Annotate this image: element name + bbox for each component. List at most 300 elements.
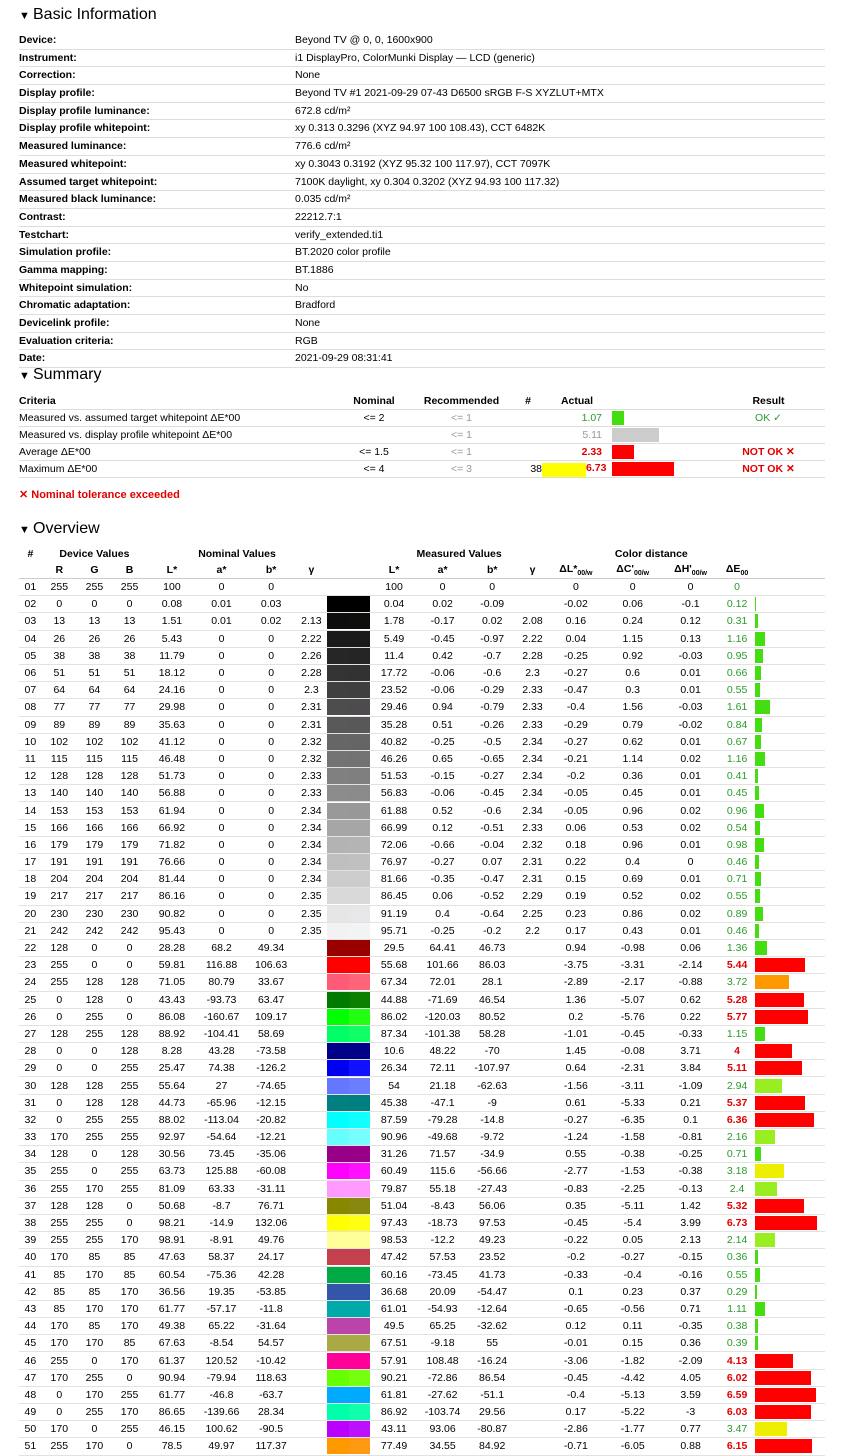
overview-cell: 0.92 [604, 647, 662, 664]
info-row [19, 120, 825, 138]
overview-cell: 32 [19, 1111, 42, 1128]
overview-cell: 0 [197, 854, 247, 871]
overview-cell: 1.36 [720, 939, 755, 956]
overview-cell: -90.5 [246, 1421, 296, 1438]
overview-cell: -54.64 [197, 1129, 247, 1146]
overview-cell: 0.98 [720, 836, 755, 853]
overview-row [19, 905, 825, 922]
color-swatch [327, 1163, 370, 1179]
color-swatch-cell [327, 768, 370, 785]
overview-cell: 92.97 [147, 1129, 197, 1146]
info-row [19, 174, 825, 192]
summary-count [514, 461, 542, 478]
overview-cell: 255 [77, 1111, 112, 1128]
overview-cell: 0 [246, 630, 296, 647]
overview-cell: 23 [19, 957, 42, 974]
summary-header: # [514, 393, 542, 410]
overview-cell: 108.48 [418, 1352, 468, 1369]
overview-cell: -0.97 [467, 630, 517, 647]
color-swatch-cell [327, 991, 370, 1008]
overview-cell: 179 [112, 836, 147, 853]
overview-group-header: Nominal Values [198, 548, 276, 560]
overview-row [19, 1214, 825, 1231]
overview-cell [517, 1318, 548, 1335]
overview-cell: 0.05 [604, 1232, 662, 1249]
overview-row [19, 991, 825, 1008]
overview-row [19, 733, 825, 750]
overview-cell: -12.21 [246, 1129, 296, 1146]
overview-cell: 14 [19, 802, 42, 819]
overview-cell: -1.09 [662, 1077, 720, 1094]
overview-cell: 66.92 [147, 819, 197, 836]
color-swatch-cell [327, 630, 370, 647]
overview-row [19, 682, 825, 699]
section-title-basic[interactable] [19, 6, 157, 24]
overview-cell: 0 [197, 768, 247, 785]
info-value: 7100K daylight, xy 0.304 0.3202 (XYZ 94.93 100 117.32) [295, 175, 560, 188]
info-value: RGB [295, 334, 318, 347]
overview-cell: 45.38 [370, 1094, 418, 1111]
color-swatch-cell [327, 939, 370, 956]
summary-header: Actual [542, 393, 612, 410]
delta-e-bar-cell [755, 596, 825, 613]
summary-bar [612, 411, 624, 425]
overview-cell: 0.01 [662, 871, 720, 888]
overview-cell: 0.24 [604, 613, 662, 630]
overview-cell: 0.12 [418, 819, 468, 836]
overview-cell: -0.06 [418, 664, 468, 681]
overview-cell: 0.52 [418, 802, 468, 819]
overview-cell: 0.4 [604, 854, 662, 871]
info-row [19, 244, 825, 262]
overview-group-header: Color distance [614, 548, 688, 560]
overview-cell: 0.07 [467, 854, 517, 871]
overview-cell: 36 [19, 1180, 42, 1197]
overview-cell: -2.25 [604, 1180, 662, 1197]
overview-cell: 80.79 [197, 974, 247, 991]
overview-cell: -0.65 [467, 750, 517, 767]
overview-cell [296, 1352, 327, 1369]
summary-result: NOT OK ✕ [712, 461, 825, 478]
overview-cell [296, 1404, 327, 1421]
overview-cell: 0.38 [720, 1318, 755, 1335]
overview-cell: 74.38 [197, 1060, 247, 1077]
overview-cell: 0.02 [246, 613, 296, 630]
overview-cell: -57.17 [197, 1300, 247, 1317]
overview-cell: 255 [77, 1232, 112, 1249]
info-key: Display profile luminance: [19, 104, 150, 117]
color-swatch-cell [327, 888, 370, 905]
overview-cell: -0.98 [604, 939, 662, 956]
overview-cell [517, 1180, 548, 1197]
overview-cell: -8.91 [197, 1232, 247, 1249]
color-swatch [327, 579, 370, 595]
overview-row [19, 854, 825, 871]
overview-cell: -0.29 [467, 682, 517, 699]
overview-cell: 0 [197, 836, 247, 853]
overview-cell: 01 [19, 579, 42, 596]
measured-swatch [349, 923, 371, 939]
overview-cell: 0.62 [662, 991, 720, 1008]
delta-e-bar-cell [755, 1146, 825, 1163]
overview-cell: 97.53 [467, 1214, 517, 1231]
overview-row [19, 1146, 825, 1163]
info-row [19, 32, 825, 50]
section-title-text: Overview [33, 520, 100, 537]
info-key: Gamma mapping: [19, 263, 108, 276]
overview-cell: 39 [19, 1232, 42, 1249]
overview-cell: 170 [77, 1438, 112, 1455]
delta-e-bar [755, 889, 760, 903]
overview-cell: -6.05 [604, 1438, 662, 1455]
overview-cell: -0.64 [467, 905, 517, 922]
info-row [19, 315, 825, 333]
delta-e-bar [755, 735, 761, 749]
overview-cell: 63.73 [147, 1163, 197, 1180]
overview-cell: 60.54 [147, 1266, 197, 1283]
overview-cell: 0.02 [662, 888, 720, 905]
overview-cell: 0.42 [418, 647, 468, 664]
info-key: Whitepoint simulation: [19, 281, 133, 294]
overview-cell: -0.45 [467, 785, 517, 802]
overview-cell: 44.88 [370, 991, 418, 1008]
overview-cell: 0 [197, 802, 247, 819]
nominal-swatch [327, 1318, 349, 1334]
overview-cell: 0.31 [720, 613, 755, 630]
color-swatch [327, 940, 370, 956]
overview-cell: 33 [19, 1129, 42, 1146]
overview-cell: 38 [77, 647, 112, 664]
delta-e-bar-cell [755, 1300, 825, 1317]
overview-cell: 166 [77, 819, 112, 836]
overview-cell: 0 [720, 579, 755, 596]
overview-cell: 0 [112, 1197, 147, 1214]
summary-header: Nominal [339, 393, 409, 410]
overview-cell: 72.01 [418, 974, 468, 991]
nominal-swatch [327, 871, 349, 887]
overview-cell: 44.73 [147, 1094, 197, 1111]
overview-cell: 0.17 [548, 1404, 604, 1421]
summary-result: OK ✓ [712, 410, 825, 427]
overview-cell [517, 1369, 548, 1386]
overview-cell: 0.36 [720, 1249, 755, 1266]
color-swatch [327, 1232, 370, 1248]
summary-criteria: Maximum ΔE*00 [19, 461, 339, 478]
overview-cell: 0.17 [548, 922, 604, 939]
overview-cell: 76.66 [147, 854, 197, 871]
overview-cell: 49.97 [197, 1438, 247, 1455]
color-swatch-cell [327, 1369, 370, 1386]
overview-cell: -0.09 [467, 596, 517, 613]
overview-cell: 27 [197, 1077, 247, 1094]
overview-cell: 153 [77, 802, 112, 819]
overview-cell: -0.05 [548, 802, 604, 819]
overview-cell: 2.4 [720, 1180, 755, 1197]
overview-cell: -5.76 [604, 1008, 662, 1025]
measured-swatch [349, 871, 371, 887]
overview-cell: 49.76 [246, 1232, 296, 1249]
overview-cell: -0.25 [662, 1146, 720, 1163]
info-value: xy 0.3043 0.3192 (XYZ 95.32 100 117.97), CCT 7097K [295, 157, 551, 170]
summary-recommended: <= 3 [409, 461, 514, 478]
overview-cell: 3.72 [720, 974, 755, 991]
overview-cell: -2.09 [662, 1352, 720, 1369]
color-swatch-cell [327, 905, 370, 922]
overview-cell: -0.5 [467, 733, 517, 750]
overview-cell: -0.81 [662, 1129, 720, 1146]
overview-cell: 89 [42, 716, 77, 733]
overview-cell: 98.21 [147, 1214, 197, 1231]
overview-cell: 58.69 [246, 1025, 296, 1042]
measured-swatch [349, 1335, 371, 1351]
overview-cell: -113.04 [197, 1111, 247, 1128]
overview-row [19, 1318, 825, 1335]
overview-cell: 38 [42, 647, 77, 664]
subscript: 00 [740, 570, 749, 578]
overview-cell: 0.06 [662, 939, 720, 956]
measured-swatch [349, 992, 371, 1008]
info-value: No [295, 281, 309, 294]
info-row [19, 103, 825, 121]
color-swatch-cell [327, 1197, 370, 1214]
overview-cell: 0.12 [548, 1318, 604, 1335]
overview-cell: 0.71 [662, 1300, 720, 1317]
overview-cell: -1.77 [604, 1421, 662, 1438]
delta-e-bar-cell [755, 1283, 825, 1300]
info-key: Device: [19, 34, 57, 46]
overview-cell: 0.22 [548, 854, 604, 871]
overview-row [19, 596, 825, 613]
overview-cell: 27 [19, 1025, 42, 1042]
overview-cell: 0.6 [604, 664, 662, 681]
overview-cell: -73.45 [418, 1266, 468, 1283]
overview-cell [517, 1232, 548, 1249]
info-row [19, 280, 825, 298]
overview-cell: 0.64 [548, 1060, 604, 1077]
overview-cell: 0 [197, 905, 247, 922]
overview-cell: -126.2 [246, 1060, 296, 1077]
color-swatch-cell [327, 1060, 370, 1077]
overview-cell: 1.14 [604, 750, 662, 767]
overview-row [19, 1060, 825, 1077]
overview-cell: -0.83 [548, 1180, 604, 1197]
measured-swatch [349, 1284, 371, 1300]
overview-cell: 204 [77, 871, 112, 888]
overview-cell: -107.97 [467, 1060, 517, 1077]
overview-cell: 17.72 [370, 664, 418, 681]
section-title-overview[interactable] [19, 520, 100, 538]
overview-cell: 0 [112, 1008, 147, 1025]
section-title-summary[interactable] [19, 366, 101, 384]
overview-cell: -0.45 [604, 1025, 662, 1042]
overview-cell: 0.86 [604, 905, 662, 922]
overview-cell: -27.43 [467, 1180, 517, 1197]
overview-cell: 0.3 [604, 682, 662, 699]
summary-table [19, 393, 825, 478]
color-swatch-cell [327, 1077, 370, 1094]
color-swatch [327, 1335, 370, 1351]
overview-cell: 57.53 [418, 1249, 468, 1266]
color-swatch-cell [327, 1386, 370, 1403]
overview-cell: 1.51 [147, 613, 197, 630]
overview-cell: 0 [246, 699, 296, 716]
overview-cell: 115 [112, 750, 147, 767]
overview-cell: 0 [197, 750, 247, 767]
overview-cell: 0 [197, 819, 247, 836]
overview-cell: 0.02 [467, 613, 517, 630]
collapse-triangle-icon[interactable]: ▼ [19, 524, 30, 536]
overview-cell: 0 [112, 939, 147, 956]
summary-actual-value: 6.73 [586, 461, 607, 474]
delta-e-bar-cell [755, 1438, 825, 1455]
overview-cell: -79.94 [197, 1369, 247, 1386]
info-row [19, 209, 825, 227]
summary-row [19, 461, 825, 478]
info-key: Chromatic adaptation: [19, 299, 131, 312]
overview-cell: 25 [19, 991, 42, 1008]
overview-cell: 57.91 [370, 1352, 418, 1369]
overview-cell: -63.7 [246, 1386, 296, 1403]
nominal-swatch [327, 699, 349, 715]
overview-cell: 128 [42, 1197, 77, 1214]
measured-swatch [349, 768, 371, 784]
delta-e-bar [755, 1233, 775, 1247]
overview-cell: -0.45 [418, 630, 468, 647]
overview-cell: -0.47 [467, 871, 517, 888]
delta-e-bar [755, 1388, 816, 1402]
overview-cell: 2.34 [296, 819, 327, 836]
nominal-swatch [327, 1181, 349, 1197]
overview-row [19, 630, 825, 647]
overview-cell: 95.43 [147, 922, 197, 939]
overview-cell: 2.34 [296, 871, 327, 888]
overview-row [19, 819, 825, 836]
overview-cell: -2.77 [548, 1163, 604, 1180]
overview-cell: 68.2 [197, 939, 247, 956]
overview-cell: -0.2 [548, 1249, 604, 1266]
nominal-swatch [327, 1249, 349, 1265]
overview-cell [517, 991, 548, 1008]
overview-cell: 0 [197, 716, 247, 733]
info-value: None [295, 317, 321, 329]
overview-cell: 19 [19, 888, 42, 905]
overview-cell: 28.34 [246, 1404, 296, 1421]
delta-e-bar-cell [755, 974, 825, 991]
info-key: Display profile: [19, 87, 95, 100]
color-swatch [327, 906, 370, 922]
overview-cell [296, 596, 327, 613]
delta-e-bar-cell [755, 682, 825, 699]
overview-cell: 63.33 [197, 1180, 247, 1197]
measured-swatch [349, 1112, 371, 1128]
overview-cell: 60.16 [370, 1266, 418, 1283]
overview-cell: 1.16 [720, 750, 755, 767]
overview-cell: 2.31 [296, 699, 327, 716]
delta-e-bar [755, 700, 770, 714]
delta-e-bar [755, 649, 764, 663]
overview-cell: 0.01 [662, 922, 720, 939]
overview-cell: 07 [19, 682, 42, 699]
overview-cell: 0 [246, 836, 296, 853]
collapse-triangle-icon[interactable]: ▼ [19, 370, 30, 382]
overview-cell: -72.86 [418, 1369, 468, 1386]
delta-e-bar-cell [755, 854, 825, 871]
overview-row [19, 888, 825, 905]
summary-worst-swatch [542, 463, 586, 477]
overview-row [19, 613, 825, 630]
overview-cell: 72.11 [418, 1060, 468, 1077]
measured-swatch [349, 1146, 371, 1162]
overview-cell: 170 [112, 1232, 147, 1249]
overview-cell: 13 [77, 613, 112, 630]
overview-cell: 255 [112, 1077, 147, 1094]
overview-cell: 0 [246, 785, 296, 802]
overview-cell [296, 1146, 327, 1163]
measured-swatch [349, 1301, 371, 1317]
delta-e-bar-cell [755, 1352, 825, 1369]
overview-cell: 0.15 [604, 1335, 662, 1352]
summary-bar-cell [612, 427, 712, 444]
overview-cell: 242 [112, 922, 147, 939]
overview-cell: 64 [112, 682, 147, 699]
collapse-triangle-icon[interactable]: ▼ [19, 10, 30, 22]
overview-cell: 0 [42, 596, 77, 613]
delta-e-bar-cell [755, 1421, 825, 1438]
color-swatch [327, 785, 370, 801]
overview-cell: -1.82 [604, 1352, 662, 1369]
overview-cell: 86.02 [370, 1008, 418, 1025]
measured-swatch [349, 631, 371, 647]
color-swatch [327, 1181, 370, 1197]
overview-cell: 6.73 [720, 1214, 755, 1231]
overview-cell: 128 [77, 1077, 112, 1094]
overview-cell: 49.5 [370, 1318, 418, 1335]
overview-cell: 0.61 [548, 1094, 604, 1111]
overview-cell: 55.18 [418, 1180, 468, 1197]
overview-cell: 5.11 [720, 1060, 755, 1077]
color-swatch [327, 1404, 370, 1420]
overview-cell: 0.37 [662, 1283, 720, 1300]
overview-cell: 76.97 [370, 854, 418, 871]
overview-cell: 0 [77, 1421, 112, 1438]
overview-cell: -3.11 [604, 1077, 662, 1094]
delta-e-bar [755, 1027, 766, 1041]
overview-cell: 51 [77, 664, 112, 681]
overview-sub-header [327, 562, 370, 579]
color-swatch [327, 974, 370, 990]
nominal-swatch [327, 974, 349, 990]
overview-cell: 88.92 [147, 1025, 197, 1042]
color-swatch-cell [327, 854, 370, 871]
overview-cell: 153 [42, 802, 77, 819]
color-swatch-cell [327, 1094, 370, 1111]
delta-e-bar [755, 975, 790, 989]
overview-cell: 0 [42, 1043, 77, 1060]
color-swatch [327, 803, 370, 819]
overview-cell [517, 1421, 548, 1438]
overview-cell: 2.33 [296, 785, 327, 802]
delta-e-bar-cell [755, 836, 825, 853]
overview-cell: 36.56 [147, 1283, 197, 1300]
overview-cell: 217 [112, 888, 147, 905]
overview-cell: 95.71 [370, 922, 418, 939]
nominal-swatch [327, 648, 349, 664]
overview-cell: 78.5 [147, 1438, 197, 1455]
overview-cell: 11.4 [370, 647, 418, 664]
color-swatch [327, 596, 370, 612]
overview-row [19, 1283, 825, 1300]
overview-cell: 21 [19, 922, 42, 939]
